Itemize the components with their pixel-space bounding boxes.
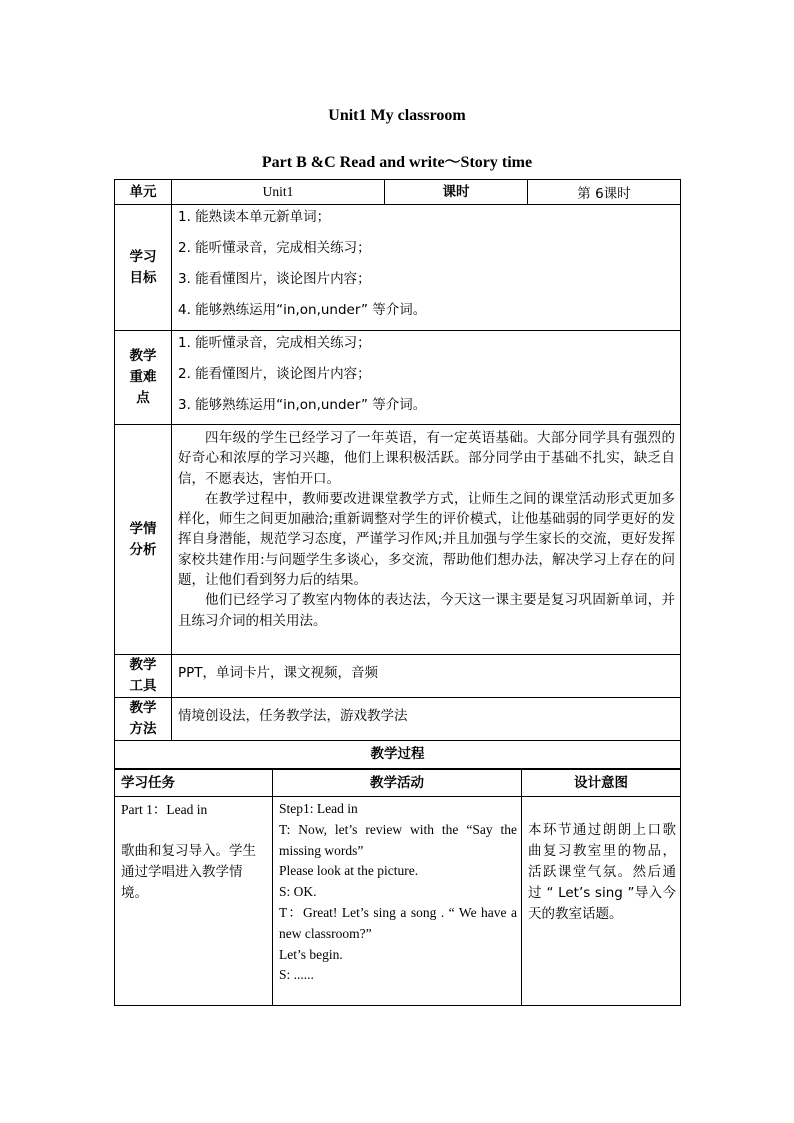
- page-subtitle: Part B &C Read and write～Story time: [261, 154, 533, 171]
- task-text: 歌曲和复习导入。学生通过学唱进入教学情境。: [121, 843, 256, 901]
- key-points-label: 教学重难点: [115, 331, 172, 425]
- task-part: Part 1：Lead in: [121, 802, 208, 817]
- methods-value: 情境创设法，任务教学法，游戏教学法: [172, 698, 681, 741]
- col-task-header: 学习任务: [115, 770, 273, 797]
- tools-label: 教学工具: [115, 655, 172, 698]
- col-activity-header: 教学活动: [273, 770, 522, 797]
- analysis-text: [172, 425, 681, 655]
- activity-line: S: ......: [279, 967, 314, 983]
- teaching-process-table: [114, 769, 681, 1006]
- methods-label: 教学方法: [115, 698, 172, 741]
- key-point-item: 2. 能看懂图片，谈论图片内容；: [178, 366, 371, 382]
- analysis-paragraph: 四年级的学生已经学习了一年英语，有一定英语基础。大部分同学具有强烈的好奇心和浓厚的学习兴趣，他们上课积极活跃。部分同学由于基础不扎实，缺乏自信，不愿表达，害怕开口。: [178, 430, 675, 487]
- col-intent-header: 设计意图: [522, 770, 681, 797]
- activity-line: Let’s begin.: [279, 946, 343, 962]
- activity-line: T: Now, let’s review with the “Say the missing words”: [279, 821, 517, 858]
- key-point-item: 1. 能听懂录音，完成相关练习；: [178, 335, 371, 351]
- unit-value: Unit1: [172, 180, 385, 205]
- objective-item: 1. 能熟读本单元新单词；: [178, 209, 331, 225]
- process-heading: 教学过程: [115, 741, 681, 769]
- intent-text: 本环节通过朗朗上口歌曲复习教室里的物品，活跃课堂气氛。然后通过 “ Let’s sing ”导入今天的教室话题。: [528, 822, 676, 922]
- objective-item: 3. 能看懂图片，谈论图片内容；: [178, 271, 371, 287]
- period-label: 课时: [385, 180, 528, 205]
- tools-value: PPT，单词卡片，课文视频，音频: [172, 655, 681, 698]
- analysis-paragraph: 在教学过程中，教师要改进课堂教学方式，让师生之间的课堂活动形式更加多样化，师生之间更加融洽;重新调整对学生的评价模式，让他基础弱的同学更好的发挥自身潜能，规范学习态度，严谨学习作风;并且加强与学生家长的交流，更好发挥家校共建作用:与问题学生多谈心，多交流，帮助他们想办法，解决学习上存在的问题，让他们看到努力后的结果。: [178, 490, 675, 589]
- objectives-list: [172, 205, 681, 331]
- activity-line: T：Great! Let’s sing a song . “ We have a new classroom?”: [279, 904, 517, 941]
- key-point-item: 3. 能够熟练运用“in,on,under” 等介词。: [178, 397, 427, 413]
- activity-line: S: OK.: [279, 884, 317, 900]
- analysis-paragraph: 他们已经学习了教室内物体的表达法，今天这一课主要是复习巩固新单词，并且练习介词的相关用法。: [178, 592, 675, 629]
- task-cell: [115, 797, 273, 1006]
- objectives-label: 学习目标: [115, 205, 172, 331]
- unit-label: 单元: [115, 180, 172, 205]
- intent-cell: [522, 797, 681, 1006]
- objective-item: 4. 能够熟练运用“in,on,under” 等介词。: [178, 302, 427, 318]
- objective-item: 2. 能听懂录音，完成相关练习；: [178, 240, 371, 256]
- activity-cell: [273, 797, 522, 1006]
- activity-line: Please look at the picture.: [279, 863, 419, 879]
- key-points-list: [172, 331, 681, 425]
- lesson-info-table: [114, 179, 681, 769]
- period-value: 第 6课时: [528, 180, 681, 205]
- analysis-label: 学情分析: [115, 425, 172, 655]
- activity-line: Step1: Lead in: [279, 801, 358, 816]
- page-title: Unit1 My classroom: [328, 107, 466, 124]
